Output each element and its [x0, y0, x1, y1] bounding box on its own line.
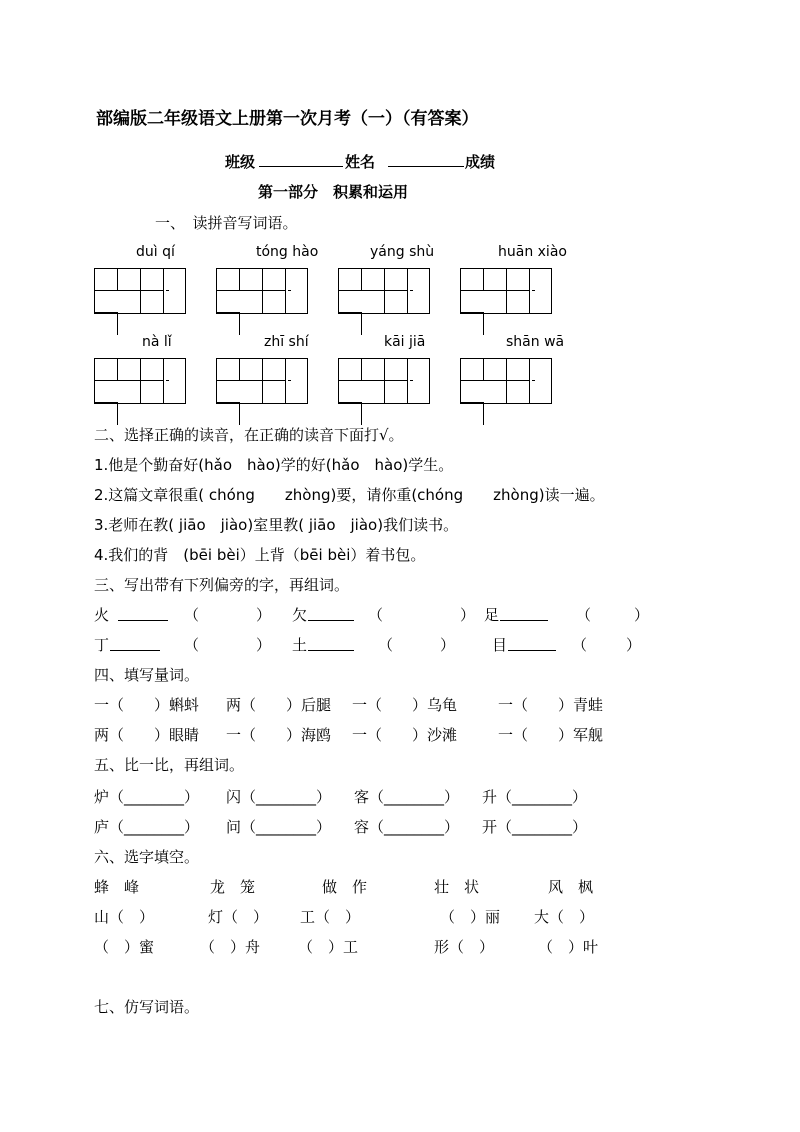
open-paren: （: [576, 606, 592, 624]
document-title: 部编版二年级语文上册第一次月考（一）（有答案）: [96, 109, 479, 129]
pinyin-3: yáng shù: [370, 244, 435, 260]
char-pair: 龙 笼: [210, 878, 256, 896]
class-blank[interactable]: [259, 166, 343, 167]
char-pair: 蜂 峰: [94, 878, 140, 896]
char-pair: 风 枫: [548, 878, 594, 896]
measure-word-item: 两（ ）后腿: [226, 696, 332, 714]
radical-3: 足: [484, 606, 500, 624]
fill-item: 工（ ）: [300, 908, 361, 926]
q4-title: 四、填写量词。: [94, 666, 200, 684]
fill-item: （ ）舟: [200, 938, 261, 956]
answer-blank[interactable]: [508, 636, 556, 651]
open-paren: （: [184, 606, 200, 624]
pinyin-8: shān wā: [506, 334, 565, 350]
measure-word-item: 一（ ）军舰: [498, 726, 604, 744]
writing-grid[interactable]: [338, 358, 430, 404]
measure-word-item: 一（ ）沙滩: [352, 726, 458, 744]
q5-title: 五、比一比，再组词。: [94, 756, 245, 774]
fill-item: （ ）工: [298, 938, 359, 956]
q2-item-1: 1.他是个勤奋好(hǎo hào)学的好(hǎo hào)学生。: [94, 456, 454, 474]
open-paren: （: [378, 636, 394, 654]
compare-item: 问（________）: [226, 818, 332, 836]
answer-blank[interactable]: [118, 606, 168, 621]
q2-item-3: 3.老师在教( jiāo jiào)室里教( jiāo jiào)我们读书。: [94, 516, 459, 534]
close-paren: ）: [256, 606, 272, 624]
measure-word-item: 一（ ）乌龟: [352, 696, 458, 714]
fill-item: 形（ ）: [434, 938, 495, 956]
close-paren: ）: [440, 636, 456, 654]
compare-item: 开（________）: [482, 818, 588, 836]
answer-blank[interactable]: [308, 636, 354, 651]
char-pair: 壮 状: [434, 878, 480, 896]
close-paren: ）: [626, 636, 642, 654]
close-paren: ）: [634, 606, 650, 624]
measure-word-item: 一（ ）海鸥: [226, 726, 332, 744]
name-blank[interactable]: [388, 166, 464, 167]
q1-title: 一、 读拼音写词语。: [155, 214, 298, 232]
fill-item: （ ）蜜: [94, 938, 155, 956]
pinyin-2: tóng hào: [256, 244, 319, 260]
q2-item-2: 2.这篇文章很重( chóng zhòng)要，请你重(chóng zhòng)读一遍。: [94, 486, 605, 504]
q2-title: 二、选择正确的读音，在正确的读音下面打√。: [94, 426, 404, 444]
pinyin-6: zhī shí: [264, 334, 309, 350]
class-label: 班级: [225, 153, 256, 171]
fill-item: （ ）叶: [538, 938, 599, 956]
compare-item: 庐（________）: [94, 818, 200, 836]
q3-title: 三、写出带有下列偏旁的字，再组词。: [94, 576, 350, 594]
compare-item: 炉（________）: [94, 788, 200, 806]
radical-2: 欠: [292, 606, 308, 624]
radical-1: 火: [94, 606, 110, 624]
answer-blank[interactable]: [308, 606, 354, 621]
radical-5: 土: [292, 636, 308, 654]
close-paren: ）: [460, 606, 476, 624]
answer-blank[interactable]: [110, 636, 160, 651]
open-paren: （: [572, 636, 588, 654]
writing-grid[interactable]: [94, 358, 186, 404]
fill-item: 灯（ ）: [208, 908, 269, 926]
measure-word-item: 一（ ）青蛙: [498, 696, 604, 714]
part-one-heading: 第一部分 积累和运用: [258, 183, 409, 201]
score-label: 成绩: [465, 153, 496, 171]
compare-item: 闪（________）: [226, 788, 332, 806]
fill-item: （ ）丽: [440, 908, 501, 926]
compare-item: 客（________）: [354, 788, 460, 806]
pinyin-7: kāi jiā: [384, 334, 426, 350]
pinyin-1: duì qí: [136, 244, 175, 260]
close-paren: ）: [256, 636, 272, 654]
compare-item: 容（________）: [354, 818, 460, 836]
measure-word-item: 两（ ）眼睛: [94, 726, 200, 744]
open-paren: （: [184, 636, 200, 654]
pinyin-4: huān xiào: [498, 244, 567, 260]
writing-grid[interactable]: [460, 268, 552, 314]
writing-grid[interactable]: [94, 268, 186, 314]
open-paren: （: [368, 606, 384, 624]
writing-grid[interactable]: [338, 268, 430, 314]
radical-6: 目: [492, 636, 508, 654]
pinyin-5: nà lǐ: [142, 334, 172, 350]
q7-title: 七、仿写词语。: [94, 998, 200, 1016]
fill-item: 大（ ）: [534, 908, 595, 926]
q6-title: 六、选字填空。: [94, 848, 200, 866]
answer-blank[interactable]: [500, 606, 548, 621]
radical-4: 丁: [94, 636, 110, 654]
char-pair: 做 作: [322, 878, 368, 896]
compare-item: 升（________）: [482, 788, 588, 806]
name-label: 姓名: [345, 153, 376, 171]
measure-word-item: 一（ ）蝌蚪: [94, 696, 200, 714]
writing-grid[interactable]: [216, 268, 308, 314]
writing-grid[interactable]: [216, 358, 308, 404]
q2-item-4: 4.我们的背 (bēi bèi）上背（bēi bèi）着书包。: [94, 546, 426, 564]
writing-grid[interactable]: [460, 358, 552, 404]
fill-item: 山（ ）: [94, 908, 155, 926]
